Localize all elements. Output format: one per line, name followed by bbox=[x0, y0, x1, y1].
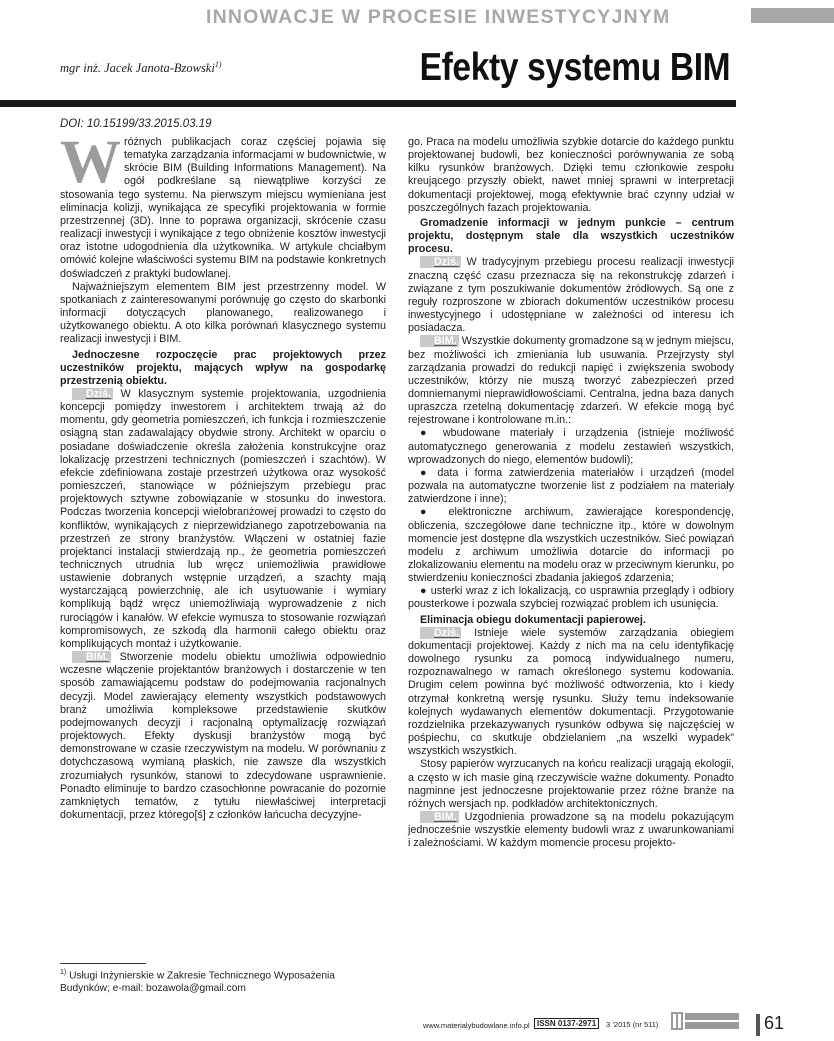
drop-cap: W bbox=[60, 129, 121, 196]
footnote-text: Usługi Inżynierskie w Zakresie Technicznego Wyposażenia Budynków; e-mail: bozawola@gmail.com bbox=[60, 970, 335, 994]
paragraph-tag: BIM. bbox=[420, 811, 459, 823]
paragraph-text: ● data i forma zatwierdzenia materiałów i urządzeń (model pozwala na automatyczne tworzenie list z podziałem na materiały zatwierdzone i inne); bbox=[408, 466, 734, 506]
title-rule bbox=[0, 100, 736, 107]
footnote bbox=[60, 967, 378, 995]
paragraph-text: Jednoczesne rozpoczęcie prac projektowych przez uczestników projektu, mających wpływ na gospodarkę przestrzenią obiektu. bbox=[60, 348, 386, 387]
footer-bar bbox=[756, 1014, 760, 1036]
footnote-marker: 1) bbox=[60, 969, 67, 976]
paragraph bbox=[408, 506, 734, 585]
paragraph bbox=[60, 651, 386, 822]
header-bar bbox=[751, 8, 834, 23]
article-title: Efekty systemu BIM bbox=[419, 46, 730, 89]
paragraph-tag: BIM. bbox=[420, 335, 459, 347]
paragraph-text: ● wbudowane materiały i urządzenia (istnieje możliwość automatycznego generowania z modelu zestawień wszystkich, wprowadzonych do niego, elementów budowli); bbox=[408, 427, 734, 466]
paragraph bbox=[408, 585, 734, 611]
paragraph-text: ● elektroniczne archiwum, zawierające korespondencję, obliczenia, szczegółowe dane techniczne itp., które w dowolnym momencie jest dostępne dla wszystkich uczestników. Sieć powiązań modelu z archiwum umożliwia dotarcie do informacji po zlokalizowaniu elementu na modelu oraz w przeciwnym kierunku, po stwierdzeniu konieczności zbadania jakiegoś zdarzenia; bbox=[408, 506, 734, 585]
paragraph bbox=[408, 427, 734, 466]
section-heading bbox=[60, 349, 386, 388]
paragraph bbox=[408, 335, 734, 427]
paragraph bbox=[408, 758, 734, 811]
footer-issue: 3 ’2015 (nr 511) bbox=[606, 1020, 659, 1029]
paragraph-text: Uzgodnienia prowadzone są na modelu pokazującym jednocześnie wszystkie elementy budowli wraz z uwarunkowaniami i zależnościami. W każdym momencie procesu projekto- bbox=[408, 810, 734, 850]
paragraph-text: Stworzenie modelu obiektu umożliwia odpowiednio wczesne włączenie projektantów branżowych i dostarczenie w ten sposób zamawiającemu podstaw do podejmowania racjonalnych decyzji. Model zawierający elementy wszystkich podstawowych branż umożliwia kompleksowe przedstawienie skutków podejmowanych decyzji i racjonalną optymalizację rozwiązań projektowych. Efekty dyskusji branżystów mogą być demonstrowane w czasie rzeczywistym na modelu. W porównaniu z dotychczasową wymianą płaskich, nie zawsze dla wszystkich zrozumiałych rysunków, stanowi to zdecydowane usprawnienie. Ponadto eliminuje to bardzo czasochłonne powracanie do pozornie zamkniętych tematów, z tytułu niewłaściwej interpretacji dokumentacji, przez którego[ś] z członków łańcucha decyzyjne- bbox=[60, 651, 386, 821]
paragraph bbox=[408, 627, 734, 759]
paragraph bbox=[60, 281, 386, 347]
paragraph bbox=[408, 256, 734, 335]
doi: DOI: 10.15199/33.2015.03.19 bbox=[60, 118, 212, 130]
paragraph bbox=[60, 129, 386, 281]
author-footnote-marker: 1) bbox=[214, 60, 222, 69]
section-header: INNOWACJE W PROCESIE INWESTYCYJNYM bbox=[206, 6, 671, 28]
paragraph bbox=[408, 811, 734, 850]
footer-issn: ISSN 0137-2971 bbox=[534, 1018, 599, 1029]
paragraph bbox=[408, 136, 734, 215]
footer-url[interactable]: www.materialybudowlane.info.pl bbox=[423, 1021, 530, 1030]
paragraph-text: Najważniejszym elementem BIM jest przestrzenny model. W spotkaniach z zainteresowanymi porównuję go często do skarbonki informacji dotyczących planowanego, realizowanego i użytkowanego obiektu. A oto kilka porównań klasycznego systemu realizacji inwestycji i BIM. bbox=[60, 280, 386, 346]
paragraph-text: ● usterki wraz z ich lokalizacją, co usprawnia przeglądy i odbiory pousterkowe i pozwala szybciej rozwiązać problem ich usunięcia. bbox=[408, 585, 734, 611]
author-line bbox=[60, 60, 222, 76]
paragraph-tag: BIM. bbox=[72, 651, 111, 663]
paragraph-text: Gromadzenie informacji w jednym punkcie – centrum projektu, dostępnym stale dla wszystkich uczestników procesu. bbox=[408, 216, 734, 256]
paragraph-text: go. Praca na modelu umożliwia szybkie dotarcie do każdego punktu projektowanej budowli, bez konieczności porównywania ze sobą kilku rysunków branżowych. Dzięki temu członkowie zespołu kreującego przyszły obiekt, nawet mniej sprawni w interpretacji dokumentacji projektowej, mogą efektywnie brać czynny udział w poszczególnych fazach projektowania. bbox=[408, 136, 734, 214]
right-column bbox=[408, 136, 734, 850]
paragraph-text: Eliminacja obiegu dokumentacji papierowej. bbox=[420, 613, 646, 626]
paragraph-text: Wszystkie dokumenty gromadzone są w jednym miejscu, bez możliwości ich zmieniania lub usuwania. Przejrzysty styl zarządzania prowadzi do redukcji napięć i zwiększenia swobody uczestników, którzy nie muszą tworzyć zabezpieczeń przed domniemanymi nieprawidłowościami. Centralna, jedna baza danych upraszcza rzetelną dokumentację zdarzeń. W efekcie mogą być rejestrowane i kontrolowane m.in.: bbox=[408, 335, 734, 427]
paragraph-text: W klasycznym systemie projektowania, uzgodnienia koncepcji pomiędzy inwestorem i architektem trwają aż do momentu, gdy geometria pomieszczeń, ich funkcja i rozmieszczenie osiągną stan zadawalający obydwie strony. Architekt w oparciu o posiadane doświadczenie określa założenia konstrukcyjne oraz lokalizację przestrzeni technicznych (pomieszczeń i szachtów). W efekcie zdefiniowana zostaje przestrzeń użytkowa oraz wysokość pomieszczeń, stanowiące w późniejszym przebiegu prac projektowych sztywne zobowiązanie w stosunku do inwestora. Podczas tworzenia koncepcji wielobranżowej prowadzi to często do konfliktów, wynikających z nieprzewidzianego zapotrzebowania na przestrzeń ze strony branżystów. Włączeni w ostatniej fazie projektanci instalacji stwierdzają np., że geometria pomieszczeń technicznych utrudnia lub wręcz uniemożliwia prawidłowe ustawienie dobranych wstępnie urządzeń, a szachty mają wystarczającą powierzchnię, ale ich usytuowanie i wymiary komplikują bądź wręcz uniemożliwiają wyprowadzenie z nich rurociągów i kanałów. W efekcie wymusza to stosowanie rozwiązań kompromisowych, ze szkodą dla harmonii całego obiektu oraz komplikujących montaż i użytkowanie. bbox=[60, 387, 386, 650]
left-column bbox=[60, 129, 386, 822]
paragraph-tag: Dziś. bbox=[420, 627, 461, 639]
paragraph bbox=[60, 388, 386, 651]
paragraph-tag: Dziś. bbox=[420, 256, 461, 268]
journal-logo bbox=[671, 1010, 739, 1032]
paragraph-text: W tradycyjnym przebiegu procesu realizacji inwestycji znaczną część czasu przeznacza się na rekonstrukcję zdarzeń i związane z tym poszukiwanie dokumentów źródłowych. Są one z reguły rozproszone w zbiorach dokumentów uczestników procesu inwestycyjnego i udostępniane w zależności od interesu ich posiadacza. bbox=[408, 256, 734, 335]
paragraph-text: różnych publikacjach coraz częściej pojawia się tematyka zarządzania informacjami w budownictwie, w skrócie BIM (Building Informations Management). Na ogół podkreślane są niewątpliwe korzyści ze stosowania tego systemu. Na pierwszym miejscu wymieniana jest eliminacja kolizji, wynikająca ze specyfiki projektowania w formie przestrzennej (3D). Inne to poprawa organizacji, skrócenie czasu realizacji inwestycji i wynikające z tego obniżenie kosztów inwestycji oraz istotne udogodnienia dla użytkownika. W artykule chciałbym omówić kolejne właściwości systemu BIM na podstawie konkretnych doświadczeń z praktyki budowlanej. bbox=[60, 136, 386, 280]
paragraph-text: Stosy papierów wyrzucanych na końcu realizacji urągają ekologii, a często w ich masie giną rzeczywiście ważne dokumenty. Ponadto nagminne jest jednoczesne projektowanie przez różne branże na różnych wersjach np. podkładów architektonicznych. bbox=[408, 758, 734, 810]
page-number: 61 bbox=[764, 1013, 785, 1033]
section-heading bbox=[408, 217, 734, 256]
journal-logo-icon bbox=[671, 1010, 739, 1032]
paragraph-tag: Dziś. bbox=[72, 388, 113, 400]
author-name: mgr inż. Jacek Janota-Bzowski bbox=[60, 61, 215, 76]
paragraph-text: Istnieje wiele systemów zarządzania obiegiem dokumentacji projektowej. Każdy z nich ma na celu identyfikację dowolnego rysunku za pomocą indywidualnego numeru, rozpoznawalnego w ramach określonego systemu kodowania. Drugim celem powinna być możliwość odtworzenia, kto i kiedy otrzymał konkretną wersję rysunku. Służy temu indeksowanie kolejnych wydawanych elementów dokumentacji. Przygotowanie rozdzielnika przekazywanych rysunków odbywa się najczęściej w pośpiechu, co skutkuje obdzielaniem „na wszelki wypadek” wszystkich wszystkich. bbox=[408, 626, 734, 758]
section-heading bbox=[408, 614, 734, 627]
footnote-rule bbox=[60, 963, 146, 964]
paragraph bbox=[408, 467, 734, 506]
